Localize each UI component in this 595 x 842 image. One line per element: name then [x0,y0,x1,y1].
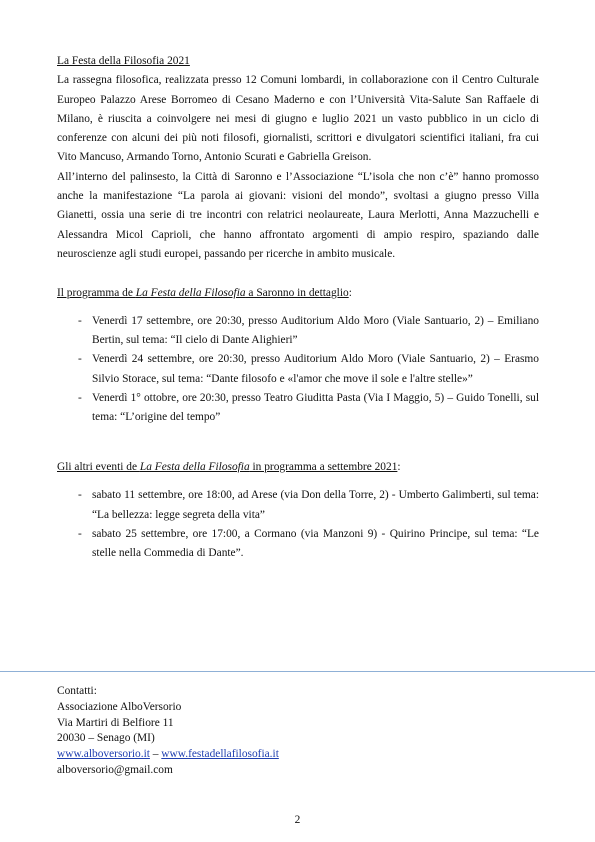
footer-separator [0,671,595,672]
list-item: - Venerdì 17 settembre, ore 20:30, presso Auditorium Aldo Moro (Viale Santuario, 2) – Emiliano Bertin, sul tema: “Il cielo di Dante Alighieri” [57,312,539,351]
street-address: Via Martiri di Belfiore 11 [57,716,174,729]
program-list [57,312,539,428]
list-item: - Venerdì 1° ottobre, ore 20:30, presso Teatro Giuditta Pasta (Via I Maggio, 5) – Guido Tonelli, sul tema: “L’origine del tempo” [57,389,539,428]
second-paragraph: All’interno del palinsesto, la Città di Saronno e l’Associazione “L’isola che non c’è” hanno promosso anche la manifestazione “La parola ai giovani: visioni del mondo”, svoltasi a giugno presso Villa Gianetti, ossia una serie di tre incontri con relatrici neolaureate, Laura Merlotti, Anna Mazzuchelli e Alessandra Micol Caprioli, che hanno affrontato argomenti di ampio respiro, spaziando dalle neuroscienze agli studi europei, passando per ricerche in ambito musicale. [57,170,539,260]
list-item: - sabato 25 settembre, ore 17:00, a Cormano (via Manzoni 9) - Quirino Principe, sul tema: “Le stelle nella Commedia di Dante”. [57,525,539,564]
footer-contacts [57,684,279,779]
program-heading-italic: La Festa della Filosofia [135,286,246,299]
website-links [57,747,279,763]
events-heading-italic: La Festa della Filosofia [139,460,250,473]
alboversorio-link[interactable]: www.alboversorio.it [57,748,150,761]
events-heading-post: in programma a settembre 2021 [249,460,398,473]
city-address: 20030 – Senago (MI) [57,732,155,745]
page-number: 2 [294,814,301,826]
org-name: Associazione AlboVersorio [57,700,182,713]
list-item: - sabato 11 settembre, ore 18:00, ad Arese (via Don della Torre, 2) - Umberto Galimberti, sul tema: “La bellezza: legge segreta della vita” [57,486,539,525]
festadellafilosofia-link[interactable]: www.festadellafilosofia.it [161,748,279,761]
program-heading-pre: Il programma de [57,286,136,299]
intro-paragraph: La rassegna filosofica, realizzata presso 12 Comuni lombardi, in collaborazione con il Centro Culturale Europeo Palazzo Arese Borromeo di Cesano Maderno e con l’Università Vita-Salute San Raffaele di Milano, è riuscita a coinvolgere nei mesi di giugno e luglio 2021 un vasto pubblico in un ciclo di conferenze con alcuni dei più noti filosofi, giornalisti, scrittori e divulgatori scientifici italiani, fra cui Vito Mancuso, Armando Torno, Antonio Scurati e Gabriella Greison. [57,74,539,164]
program-heading-colon: : [348,286,352,299]
link-separator: – [149,748,162,761]
list-item: - Venerdì 24 settembre, ore 20:30, presso Auditorium Aldo Moro (Viale Santuario, 2) – Erasmo Silvio Storace, sul tema: “Dante filosofo e «l'amor che move il sole e l'altre stelle»” [57,350,539,389]
email-address: alboversorio@gmail.com [57,763,173,776]
events-heading-colon: : [397,460,401,473]
program-heading-post: a Saronno in dettaglio [245,286,349,299]
events-heading-pre: Gli altri eventi de [57,460,140,473]
contacts-label: Contatti: [57,685,97,697]
events-list [57,486,539,563]
body-content [57,52,539,563]
section-title: La Festa della Filosofia 2021 [57,55,190,67]
events-heading [57,458,539,477]
program-heading [57,284,539,303]
